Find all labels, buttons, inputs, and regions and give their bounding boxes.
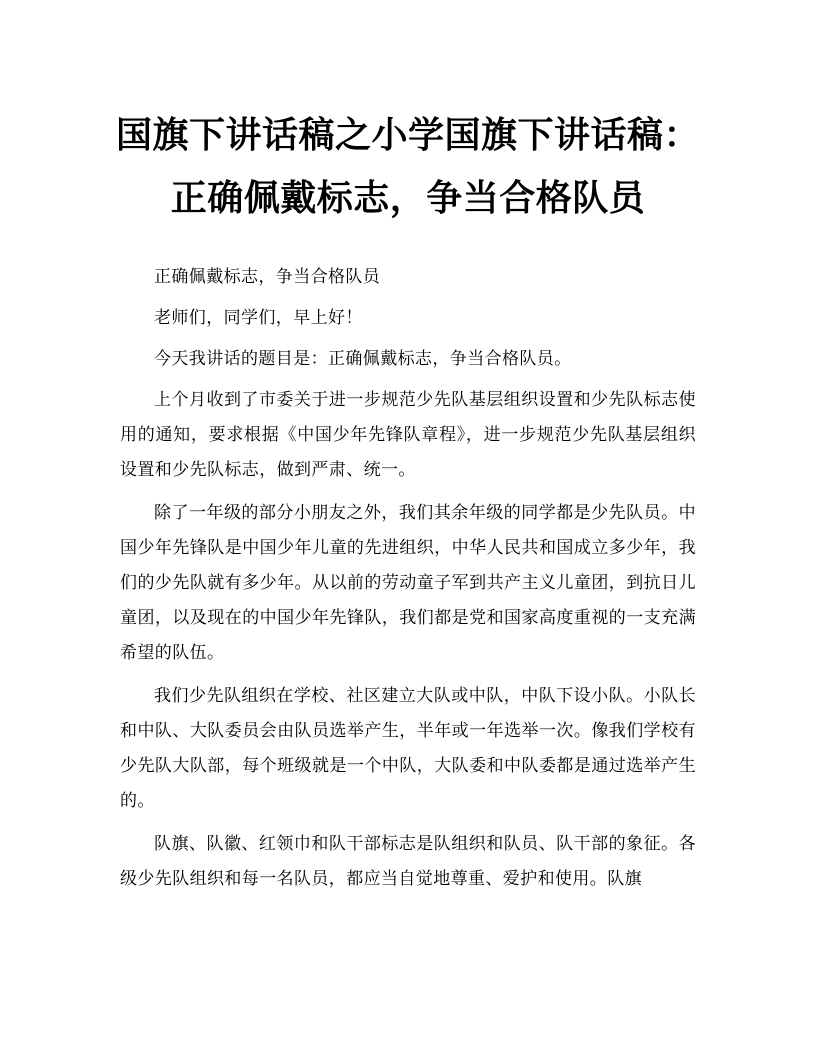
paragraph-subtitle: 正确佩戴标志，争当合格队员 — [154, 267, 381, 287]
document-title: 国旗下讲话稿之小学国旗下讲话稿：正确佩戴标志，争当合格队员 — [115, 114, 700, 219]
paragraph-history: 除了一年级的部分小朋友之外，我们其余年级的同学都是少先队员。中国少年先锋队是中国少年儿童的先进组织，中华人民共和国成立多少年，我们的少先队就有多少年。从以前的劳动童子军到共产主义儿童团，到抗日儿童团，以及现在的中国少年先锋队，我们都是党和国家高度重视的一支充满希望的队伍。 — [120, 503, 696, 663]
paragraph-organization: 我们少先队组织在学校、社区建立大队或中队，中队下设小队。小队长和中队、大队委员会由队员选举产生，半年或一年选举一次。像我们学校有少先队大队部，每个班级就是一个中队，大队委和中队委都是通过选举产生的。 — [120, 686, 696, 811]
paragraph-symbols: 队旗、队徽、红领巾和队干部标志是队组织和队员、队干部的象征。各级少先队组织和每一名队员，都应当自觉地尊重、爱护和使用。队旗 — [120, 834, 696, 889]
paragraph-topic: 今天我讲话的题目是：正确佩戴标志，争当合格队员。 — [154, 349, 572, 369]
document-body — [120, 260, 696, 897]
paragraph-notice: 上个月收到了市委关于进一步规范少先队基层组织设置和少先队标志使用的通知，要求根据《中国少年先锋队章程》，进一步规范少先队基层组织设置和少先队标志，做到严肃、统一。 — [120, 390, 696, 480]
paragraph-greeting: 老师们，同学们，早上好！ — [154, 308, 363, 328]
